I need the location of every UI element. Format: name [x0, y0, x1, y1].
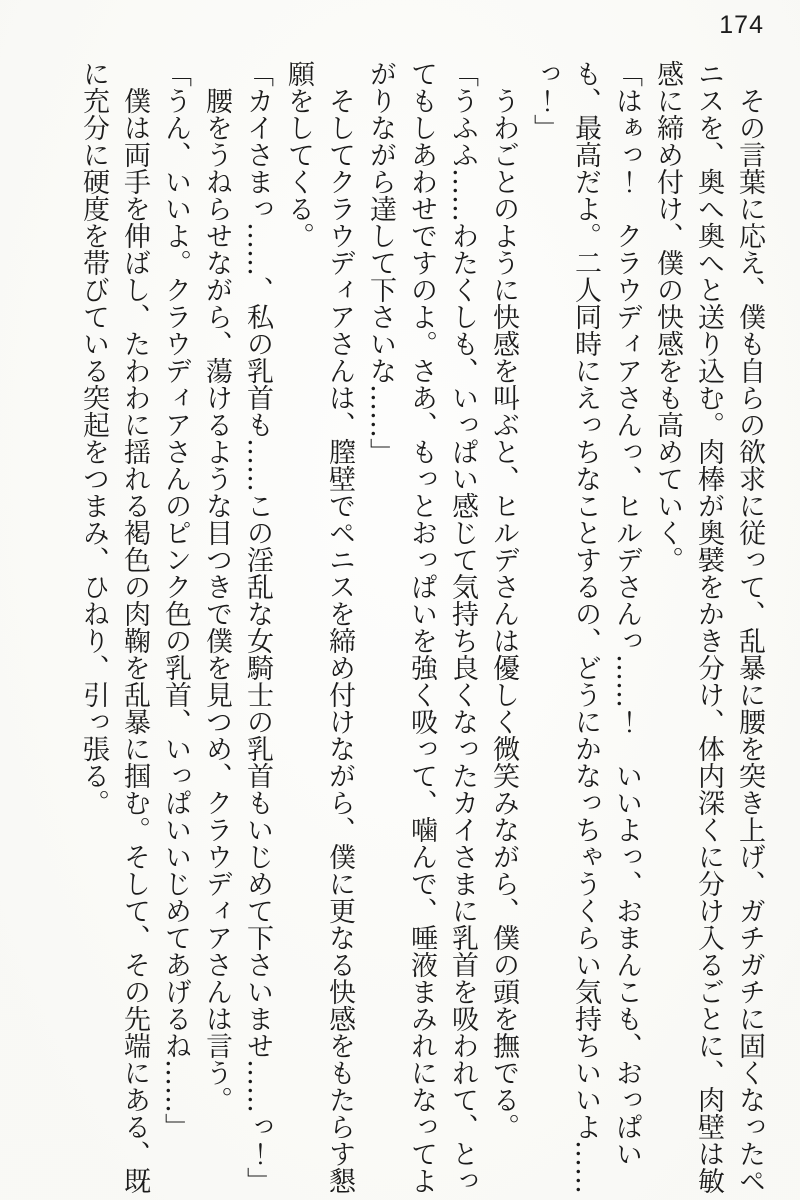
paragraph-narration: その言葉に応え、僕も自らの欲求に従って、乱暴に腰を突き上げ、ガチガチに固くなったペニスを、奥へ奥へと送り込む。肉棒が奥襞をかき分け、体内深くに分け入るごとに、肉壁は敏感に締め付け、僕の快感をも高めていく。 [652, 60, 765, 1194]
paragraph-narration: 腰をうねらせながら、蕩けるような目つきで僕を見つめ、クラウディアさんは言う。 [201, 87, 232, 1113]
page-number: 174 [719, 11, 764, 39]
paragraph-narration: そしてクラウディアさんは、膣壁でペニスを締め付けながら、僕に更なる快感をもたらす懇願をしてくる。 [283, 60, 355, 1194]
paragraph-dialogue: 「うん、いいよ。クラウディアさんのピンク色の乳首、いっぱいいじめてあげるね……」 [160, 60, 191, 1140]
paragraph-narration: 僕は両手を伸ばし、たわわに揺れる褐色の肉鞠を乱暴に掴む。そして、その先端にある、既に充分に硬度を帯びている突起をつまみ、ひねり、引っ張る。 [78, 60, 150, 1194]
paragraph-narration: うわごとのように快感を叫ぶと、ヒルデさんは優しく微笑みながら、僕の頭を撫でる。 [488, 87, 519, 1140]
paragraph-dialogue: 「うふふ……わたくしも、いっぱい感じて気持ち良くなったカイさまに乳首を吸われて、とってもしあわせですのよ。さあ、もっとおっぱいを強く吸って、噛んで、唾液まみれになってよがりながら達して下さいな……」 [365, 60, 478, 1194]
paragraph-dialogue: 「カイさまっ……、私の乳首も……この淫乱な女騎士の乳首もいじめて下さいませ……っ！」 [242, 60, 273, 1194]
vertical-text-body [70, 60, 770, 1194]
paragraph-dialogue: 「はぁっ！ クラウディアさんっ、ヒルデさんっ……！ いいよっ、おまんこも、おっぱいも、最高だよ。二人同時にえっちなことするの、どうにかなっちゃうくらい気持ちいいよ……っ！」 [529, 60, 642, 1194]
